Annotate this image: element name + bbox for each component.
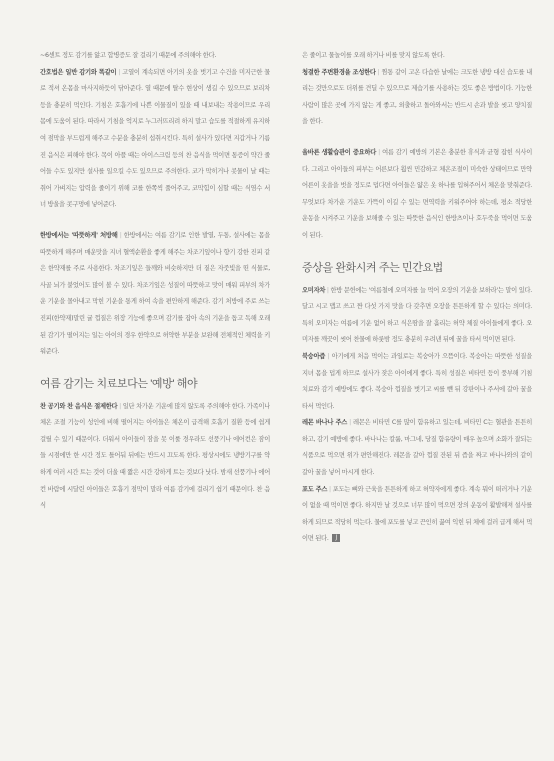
paragraph-body: 레몬은 비타민 C를 많이 함유하고 있는데, 비타민 C는 혈관을 튼튼히 하고, 감기 예방에 좋다. 바나나는 칼륨, 마그네, 당질 함유량이 매우 높으며 소화가 잘되는 식품으로 먹으면 위가 편안해진다. 레몬을 갈아 껍질 잔된 뒤 즙을 짜고 바나나와의 같이 갈아 꿀을 넣어 마시게 한다. [302,419,532,477]
separator: | [327,352,332,360]
left-paragraph-3 [40,399,270,515]
right-paragraph-1 [302,65,532,131]
paragraph-lead: 찬 공기와 찬 음식은 절제한다 [40,402,118,410]
paragraph-lead: 오미자차 [302,286,326,294]
paragraph-body: 일단 차가운 기운에 많지 않도록 주의해야 한다. 가족이나 체온 조절 기능이 성인에 비해 떨어지는 아이들은 체온이 급격해 호흡기 질환 등에 쉽게 걸릴 수 있기 때문이다. 더워서 아이들이 잠을 못 이룰 경우라도 선풍기나 에어컨은 잠이 들 시점에만 한 시간 정도 틀어둬 뒤에는 반드시 끄도록 한다. 평상시에도 냉방기구를 약하게 여러 시간 트는 것이 더울 때 짧은 시간 강하게 트는 것보다 낫다. 밤새 선풍기나 에어컨 바람에 시달린 아이들은 호흡기 점막이 말라 여름 감기에 걸리기 쉽기 때문이다. 찬 음식 [40,402,270,510]
left-intro: ~6센트 정도 감기를 앓고 합병증도 잘 걸리기 때문에 주의해야 한다. [40,52,217,59]
separator: | [326,286,331,294]
separator: | [378,148,383,156]
paragraph-lead: 간호법은 일반 감기와 똑같이 [40,68,117,76]
separator: | [329,485,333,493]
end-mark-icon: J [332,534,340,542]
paragraph-body: 한방에서는 여름 감기로 인한 발열, 두통, 설사에는 몸을 따뜻하게 해주며 매운맛을 지녀 혈액순환을 좋게 해주는 차조기잎이나 향기 강한 진피 같은 한약재를 주로 사용한다. 차조기잎은 들깨와 비슷하지만 더 짙은 자줏빛을 띤 식물로, 사골 뇌가 붙었어도 많이 볼 수 있다. 차조기잎은 성질이 따뜻하고 맛이 매워 피부의 차가운 기운을 몰아내고 막힌 기운을 통게 하여 속을 편안하게 해준다. 감기 처방에 주로 쓰는 진피(한약재)말린 귤 껍질은 위장 기능에 좋으며 감기를 잡아 속의 기운을 돕고 독해 오래된 감기가 떨어지는 일는 아이의 경우 한약으로 허약한 부분을 보완해 전체적인 체력을 키워준다. [40,231,270,356]
left-paragraph-2 [40,228,270,361]
right-paragraph-6 [302,482,532,548]
section-heading: 증상을 완화시켜 주는 민간요법 [302,261,443,274]
paragraph-lead: 한방에서는 '따뜻하게' 처방해 [40,231,118,239]
right-paragraph-4 [302,349,532,415]
left-column [40,48,270,529]
section-heading: 여름 감기는 치료보다는 '예방' 해야 [40,377,198,390]
paragraph-body: 한방 문헌에는 '여름철에 오미자를 늘 먹어 오장의 기운을 보하라'는 말이 있다. 달고 시고 맵고 쓰고 짠 다섯 가지 맛을 다 갖추면 오장을 튼튼하게 할 수 있다는 의미다. 특히 오미자는 여름에 기운 없어 하고 식은땀을 잘 흘리는 허약 체질 아이들에게 좋다. 오미자를 깨끗이 씻어 찬물에 하룻밤 정도 충분히 우려낸 뒤에 꿀을 타서 먹이면 된다. [302,286,532,344]
paragraph-body: 여름 감기 예방의 기본은 충분한 휴식과 균형 잡힌 식사이다. 그리고 아이들의 피부는 어른보다 훨씬 민감하고 체온조절이 미숙한 상태이므로 만약 어른이 옷을을 벗을 정도로 덥다면 아이들은 얇은 옷 하나를 입혀주어서 체온을 맞춰준다. 무엇보다 차가운 기운도 가뜩이 이길 수 있는 면역력을 키워주어야 하는데, 평소 적당한 운동을 시켜주고 기운을 보해줄 수 있는 따뜻한 음식인 한방츠이나 호두죽을 먹이면 도움이 된다. [302,148,532,239]
separator: | [119,231,124,239]
right-column [302,48,532,548]
separator: | [349,419,354,427]
paragraph-body: 고열이 계속되면 아기의 옷을 벗기고 수건을 미지근한 물로 적셔 온몸을 마사지하듯이 닦아준다. 열 때문에 탈수 현상이 생길 수 있으므로 보리차 등을 충분히 먹인다. 기침은 호흡기에 나쁜 이물질이 있을 때 내보내는 작용이므로 우리 몸에 도움이 된다. 따라서 기침을 억지로 누그러뜨리려 하지 말고 습도를 적절하게 유지하여 점막을 부드럽게 해주고 수분을 충분히 섭취시킨다. 특히 설사가 있다면 지갑거나 기름진 음식은 피해야 한다. 목이 아플 때는 아이스크림 등의 찬 음식을 먹이면 통증이 약간 줄어들 수도 있지만 설사를 일으킬 수도 있으므로 주의한다. 코가 막히거나 콧물이 날 때는 취어 가벼지는 압력을 줄이기 위해 코를 한쪽씩 풀어주고, 코막힘이 심할 때는 식염수 서너 방울을 콧구멍에 넣어준다. [40,68,270,209]
paragraph-body: 찜통 같이 고온 다습한 날에는 크도한 냉방 대신 습도를 내리는 것만으로도 더위를 견딜 수 있으므로 제습기를 사용하는 것도 좋은 방법이다. 기능한 사람이 많은 곳에 가지 않는 게 좋고, 외출하고 돌아와서는 반드시 손과 발을 씻고 양치질을 한다. [302,68,532,126]
right-paragraph-5 [302,415,532,481]
paragraph-lead: 북숭아즙 [302,352,326,360]
paragraph-lead: 레몬 바나나 주스 [302,419,348,427]
separator: | [118,68,123,76]
paragraph-lead: 포도 주스 [302,485,328,493]
paragraph-lead: 청결한 주변환경을 조성한다 [302,68,376,76]
paragraph-lead: 올바른 생활습관이 중요하다 [302,148,377,156]
paragraph-body: 포도는 뼈와 근육을 튼튼하게 하고 허약자에게 좋다. 계속 뭐이 떠러거나 기운이 없을 때 먹이면 좋다. 하지만 날 것으로 너무 많이 먹으면 장의 운동이 활발해져 설사를 하게 되므로 적당히 먹는다. 물에 포도를 넣고 끈인히 끓여 익힌 뒤 체에 걸러 급게 해서 먹이면 된다. [302,485,532,543]
right-intro: 은 줄이고 물놀이를 오래 하거나 비를 맞지 않도록 한다. [302,52,445,59]
separator: | [119,402,123,410]
right-paragraph-3 [302,283,532,349]
right-paragraph-2 [302,145,532,245]
paragraph-body: 아기에게 처음 먹이는 과일로는 복숭아가 으뜸이다. 복숭아는 따뜻한 성질을 지녀 몸을 덥게 하므로 설사가 잦은 아이에게 좋다. 특히 성질은 비타민 등이 풍부해 기침 치료와 감기 예방에도 좋다. 복숭아 껍질을 벗기고 씨를 뺀 뒤 강판이나 주서에 갈아 꿀을 타서 먹인다. [302,352,532,410]
separator: | [377,68,382,76]
left-paragraph-1 [40,65,270,214]
